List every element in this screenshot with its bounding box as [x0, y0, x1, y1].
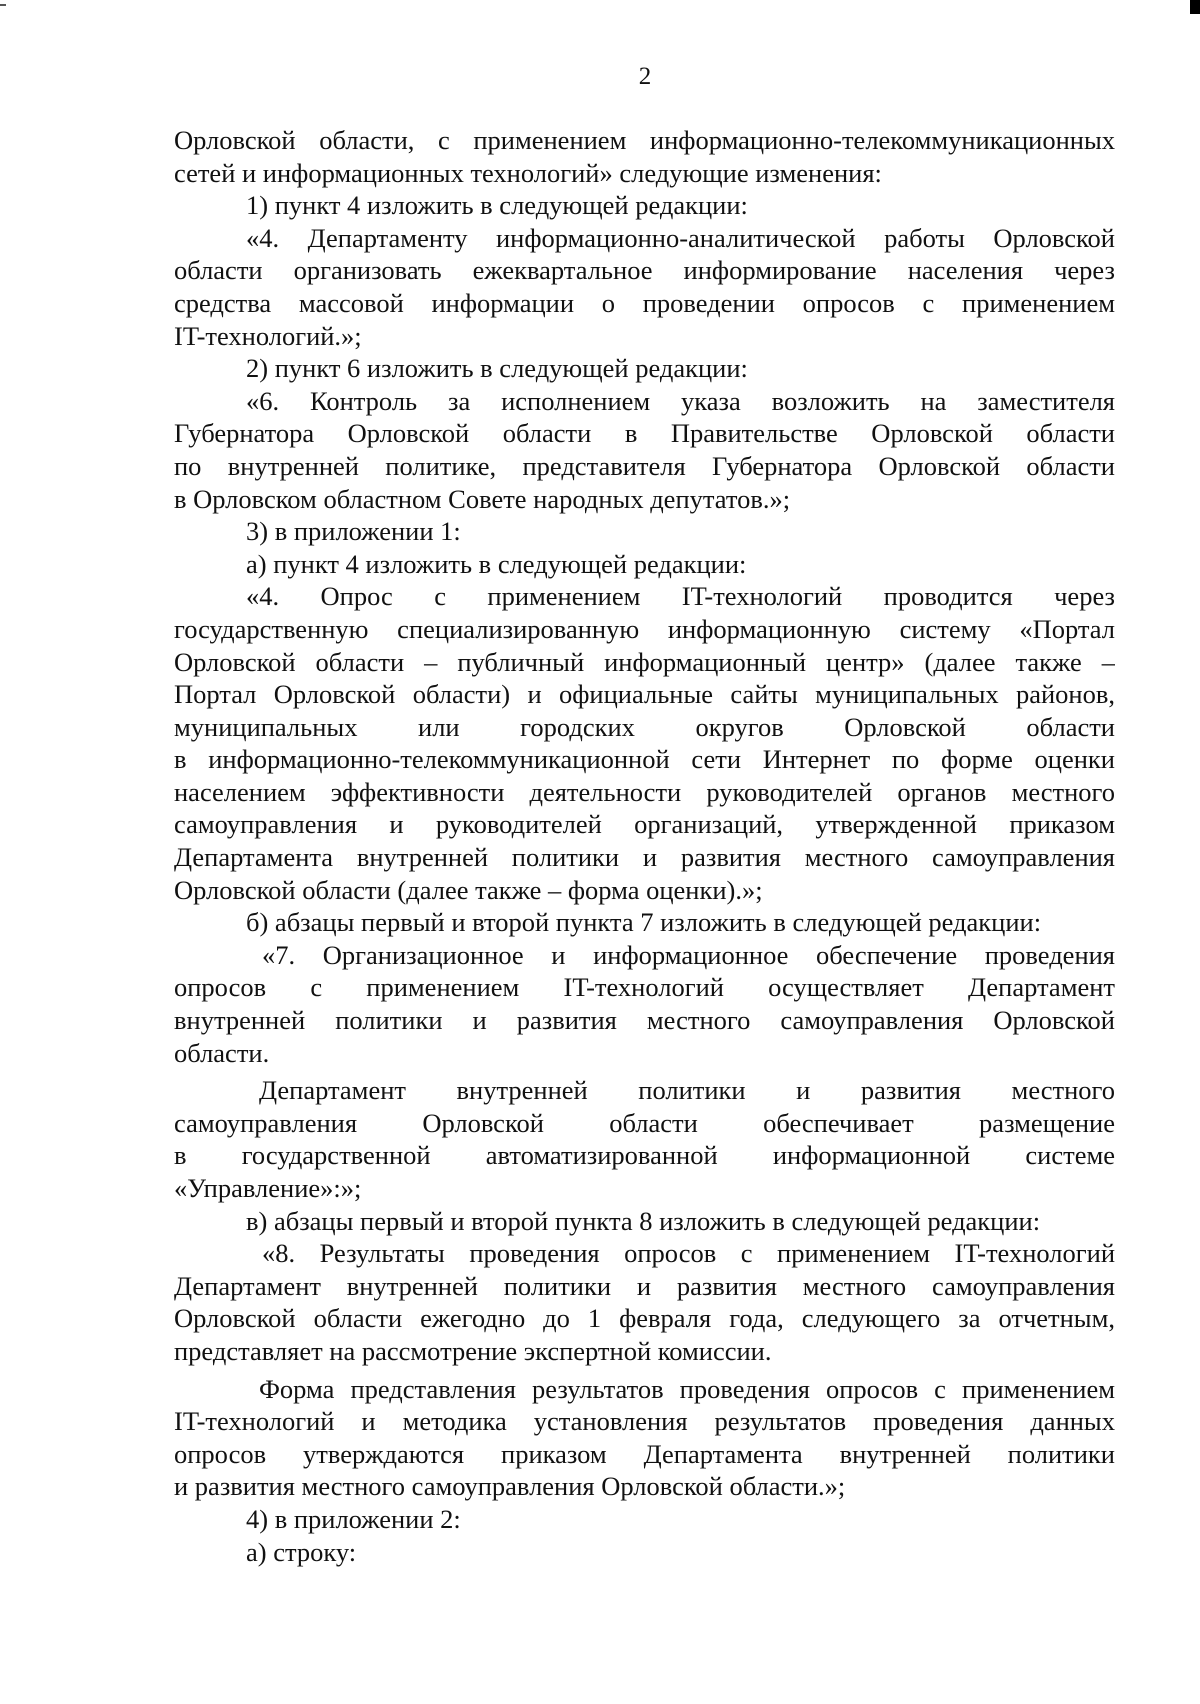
- text-line: сетей и информационных технологий» следующие изменения:: [174, 157, 882, 188]
- text-line: 4) в приложении 2:: [246, 1503, 461, 1534]
- text-line: самоуправления Орловской области обеспечивает размещение: [174, 1107, 1115, 1138]
- text-line: 2) пункт 6 изложить в следующей редакции:: [246, 353, 748, 384]
- text-line: «6. Контроль за исполнением указа возложить на заместителя: [246, 385, 1115, 416]
- text-line: государственную специализированную информационную систему «Портал: [174, 613, 1115, 644]
- scan-edge-mark: [0, 4, 6, 6]
- text-line: 3) в приложении 1:: [246, 516, 461, 547]
- text-line: Орловской области ежегодно до 1 февраля года, следующего за отчетным,: [174, 1303, 1115, 1334]
- text-line: «4. Департаменту информационно-аналитической работы Орловской: [246, 222, 1115, 253]
- document-body: [174, 124, 1115, 1568]
- scan-corner-mark: [1190, 0, 1200, 14]
- text-line: Департамент внутренней политики и развития местного самоуправления: [174, 1270, 1115, 1301]
- text-line: в Орловском областном Совете народных депутатов.»;: [174, 483, 791, 514]
- text-line: муниципальных или городских округов Орловской области: [174, 711, 1115, 742]
- text-line: «4. Опрос с применением IT-технологий проводится через: [246, 581, 1115, 612]
- text-line: Губернатора Орловской области в Правительстве Орловской области: [174, 418, 1115, 449]
- text-line: представляет на рассмотрение экспертной комиссии.: [174, 1335, 772, 1366]
- text-line: Форма представления результатов проведения опросов с применением: [259, 1373, 1115, 1404]
- text-line: в) абзацы первый и второй пункта 8 изложить в следующей редакции:: [246, 1205, 1041, 1236]
- text-line: в государственной автоматизированной информационной системе: [174, 1140, 1115, 1171]
- text-line: населением эффективности деятельности руководителей органов местного: [174, 776, 1115, 807]
- text-line: а) строку:: [246, 1536, 357, 1567]
- text-line: внутренней политики и развития местного самоуправления Орловской: [174, 1005, 1115, 1036]
- text-line: «Управление»:»;: [174, 1173, 362, 1203]
- text-line: Департамента внутренней политики и развития местного самоуправления: [174, 842, 1115, 873]
- text-line: Орловской области (далее также – форма оценки).»;: [174, 874, 763, 905]
- text-line: самоуправления и руководителей организаций, утвержденной приказом: [174, 809, 1115, 840]
- text-line: средства массовой информации о проведении опросов с применением: [174, 287, 1115, 318]
- text-line: области организовать ежеквартальное информирование населения через: [174, 255, 1115, 286]
- text-line: 1) пункт 4 изложить в следующей редакции:: [246, 190, 748, 221]
- text-line: опросов утверждаются приказом Департамента внутренней политики: [174, 1438, 1115, 1469]
- text-line: Орловской области – публичный информационный центр» (далее также –: [174, 646, 1115, 677]
- page-number: 2: [638, 63, 652, 90]
- text-line: области.: [174, 1037, 270, 1068]
- text-line: Орловской области, с применением информационно-телекоммуникационных: [174, 125, 1115, 155]
- text-line: в информационно-телекоммуникационной сети Интернет по форме оценки: [174, 744, 1115, 775]
- text-line: IT-технологий.»;: [174, 320, 362, 351]
- text-line: б) абзацы первый и второй пункта 7 изложить в следующей редакции:: [246, 907, 1042, 938]
- text-line: а) пункт 4 изложить в следующей редакции:: [246, 548, 747, 579]
- text-line: по внутренней политике, представителя Губернатора Орловской области: [174, 450, 1115, 481]
- text-line: опросов с применением IT-технологий осуществляет Департамент: [174, 972, 1115, 1003]
- text-line: Портал Орловской области) и официальные сайты муниципальных районов,: [174, 679, 1115, 710]
- text-line: «8. Результаты проведения опросов с применением IT-технологий: [262, 1238, 1115, 1269]
- text-line: «7. Организационное и информационное обеспечение проведения: [262, 939, 1115, 970]
- text-line: IT-технологий и методика установления результатов проведения данных: [174, 1406, 1115, 1437]
- text-line: Департамент внутренней политики и развития местного: [259, 1075, 1115, 1106]
- text-line: и развития местного самоуправления Орловской области.»;: [174, 1471, 846, 1502]
